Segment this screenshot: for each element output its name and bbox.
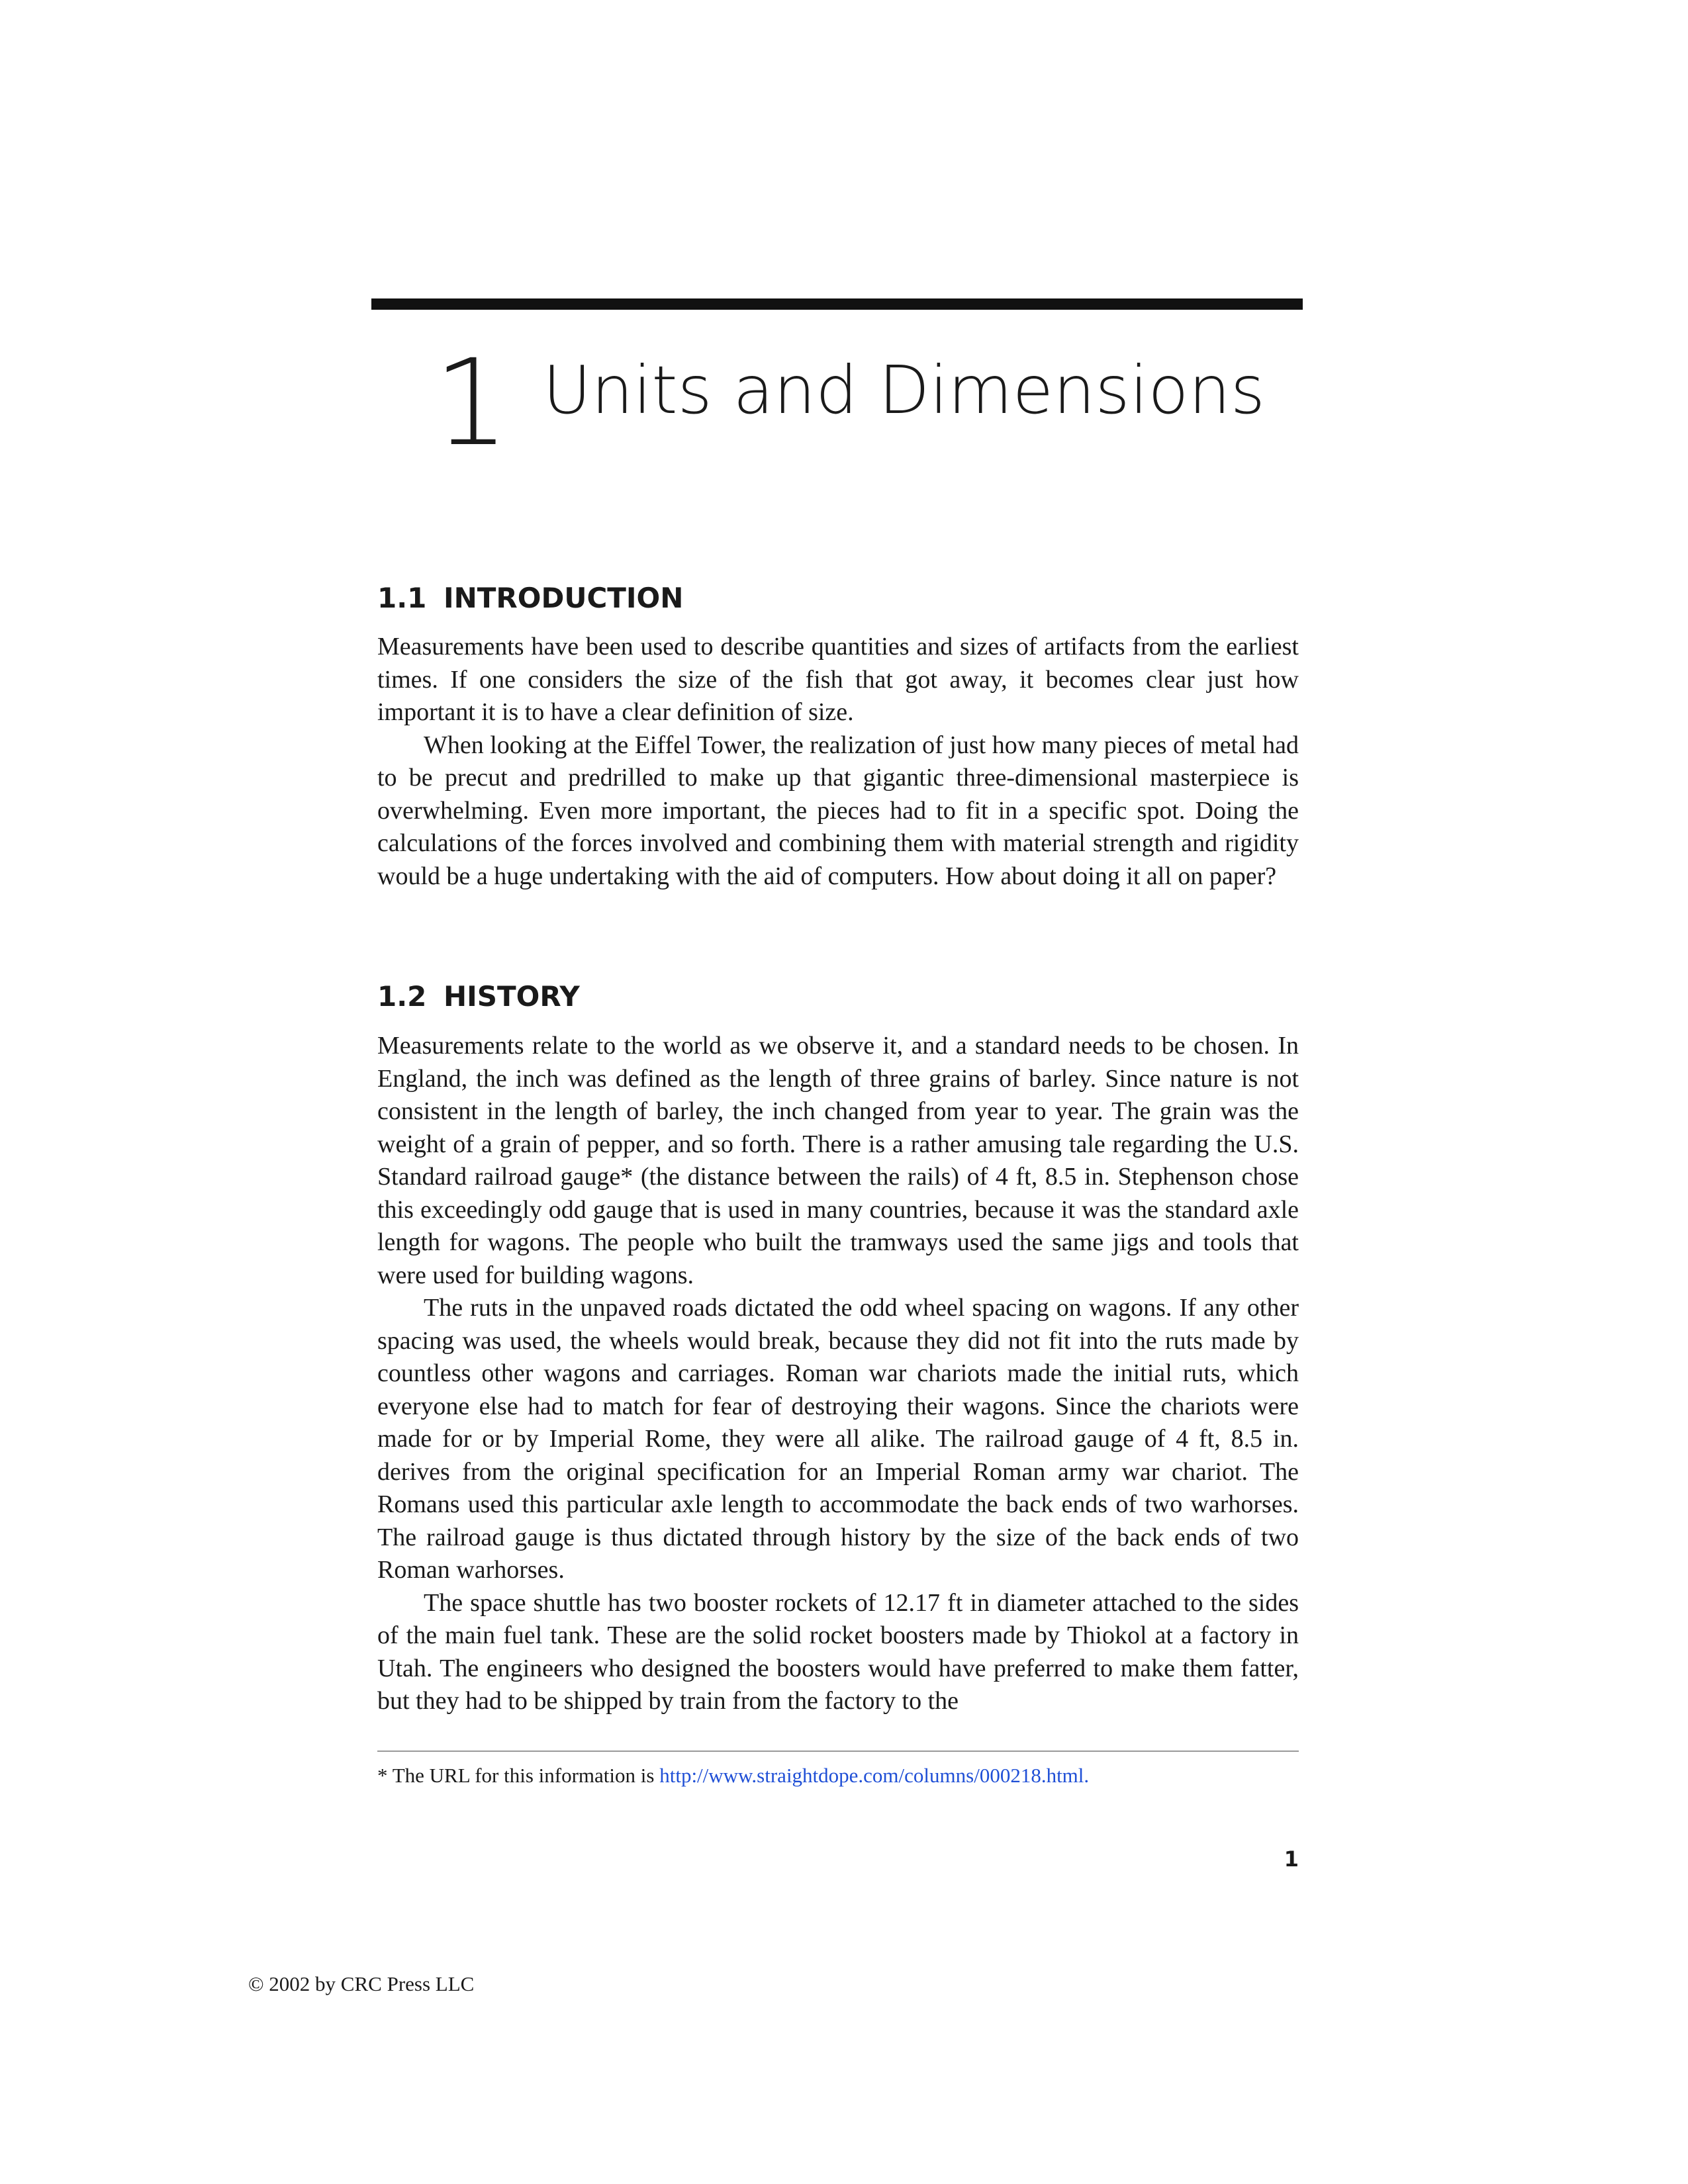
history-body: [377, 1030, 1299, 1718]
section-title: HISTORY: [444, 980, 580, 1013]
paragraph: Measurements relate to the world as we observe it, and a standard needs to be chosen. In England, the inch was defined as the length of three grains of barley. Since nature is not consistent in the length of barley, the inch changed from year to year. The grain was the weight of a grain of pepper, and so forth. There is a rather amusing tale regarding the U.S. Standard railroad gauge* (the distance between the rails) of 4 ft, 8.5 in. Stephenson chose this exceedingly odd gauge that is used in many countries, because it was the standard axle length for wagons. The people who built the tramways used the same jigs and tools that were used for building wagons.: [377, 1032, 1299, 1289]
section-title: INTRODUCTION: [444, 582, 684, 614]
page-number: 1: [1284, 1846, 1299, 1872]
section-number: 1.1: [377, 582, 427, 614]
footnote-divider: [377, 1751, 1299, 1752]
paragraph: Measurements have been used to describe quantities and sizes of artifacts from the earliest times. If one considers the size of the fish that got away, it becomes clear just how important it is to have a clear definition of size.: [377, 633, 1299, 726]
section-heading-history: [377, 980, 580, 1013]
section-number: 1.2: [377, 980, 427, 1013]
chapter-number: 1: [434, 334, 510, 473]
paragraph: When looking at the Eiffel Tower, the realization of just how many pieces of metal had to be precut and predrilled to make up that gigantic three-dimensional masterpiece is overwhelming. Even more important, the pieces had to fit in a specific spot. Doing the calculations of the forces involved and combining them with material strength and rigidity would be a huge undertaking with the aid of computers. How about doing it all on paper?: [377, 731, 1299, 890]
paragraph: The space shuttle has two booster rockets of 12.17 ft in diameter attached to the sides of the main fuel tank. These are the solid rocket boosters made by Thiokol at a factory in Utah. The engineers who designed the boosters would have preferred to make them fatter, but they had to be shipped by train from the factory to the: [377, 1588, 1299, 1715]
footnote: [377, 1762, 1089, 1789]
footnote-link[interactable]: http://www.straightdope.com/columns/000218.html.: [659, 1764, 1090, 1787]
footnote-text: * The URL for this information is: [377, 1764, 660, 1787]
chapter-top-rule: [371, 298, 1303, 310]
introduction-body: [377, 631, 1299, 893]
chapter-title: Units and Dimensions: [543, 351, 1266, 429]
paragraph: The ruts in the unpaved roads dictated the odd wheel spacing on wagons. If any other spacing was used, the wheels would break, because they did not fit into the ruts made by countless other wagons and carriages. Roman war chariots made the initial ruts, which everyone else had to match for fear of destroying their wagons. Since the chariots were made for or by Imperial Rome, they were all alike. The railroad gauge of 4 ft, 8.5 in. derives from the original specification for an Imperial Roman army war chariot. The Romans used this particular axle length to accommodate the back ends of two warhorses. The railroad gauge is thus dictated through history by the size of the back ends of two Roman warhorses.: [377, 1294, 1299, 1584]
copyright-notice: © 2002 by CRC Press LLC: [248, 1972, 475, 1995]
section-heading-introduction: [377, 584, 683, 612]
